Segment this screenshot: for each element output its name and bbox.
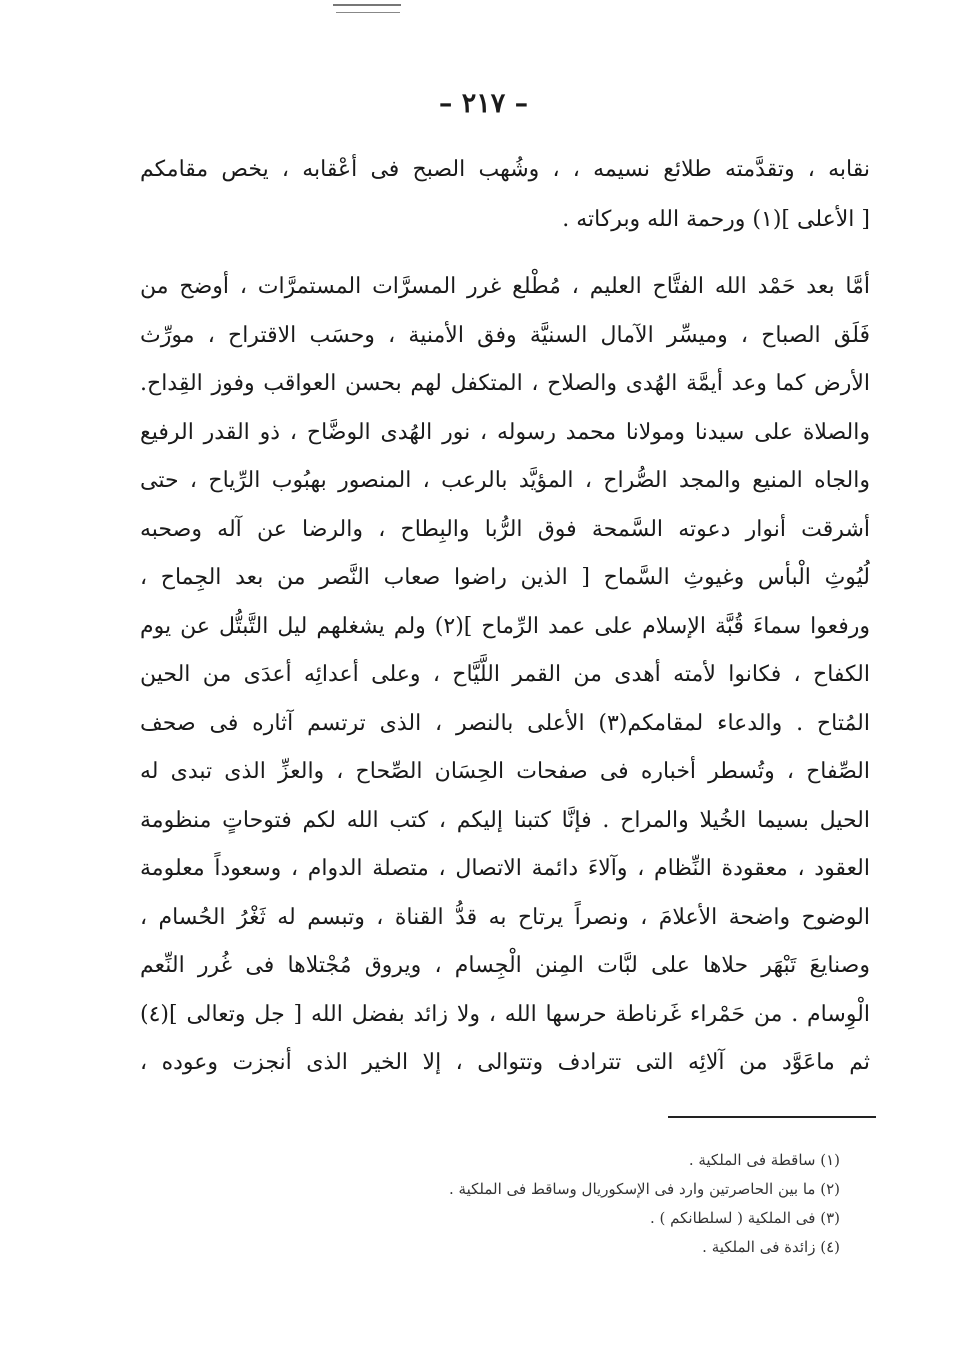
- text-line: الأرض كما وعد أيمَّة الهُدى والصلاح ، المتكفل لهم بحسن العواقب وفوز القِداح.: [140, 371, 870, 396]
- text-line: والجاه المنيع والمجد الصُّراح ، المؤيَّد بالرعب ، المنصور بهبُوب الرِّياح ، حتى: [140, 468, 870, 493]
- footnote-text: (٢) ما بين الحاصرتين وارد فى الإسكوريال وساقط فى الملكية .: [449, 1180, 840, 1198]
- text-line: أمَّا بعد حَمْد الله الفتَّاح العليم ، مُطْلع غرر المسرَّات المستمرَّات ، أوضح من: [140, 274, 870, 299]
- footnote: [170, 1204, 840, 1233]
- footnotes: [170, 1146, 840, 1262]
- footnote: [170, 1233, 840, 1262]
- text-line: فَلَق الصباح ، وميسِّر الآمال السنيَّة وفق الأمنية ، وحسَب الاقتراح ، مورِّث: [140, 322, 870, 348]
- text-line: الحيل بسيما الخُيلا والمراح . فإنَّا كتبنا إليكم ، كتب الله لكم فتوحاتٍ منظومة: [140, 807, 870, 833]
- text-line: الصِّفاح ، وتُسطر أخباره فى صفحات الحِسَان الصِّحاح ، والعزِّ الذى تبدى له: [140, 759, 870, 784]
- footnote-text: (٤) زائدة فى الملكية .: [702, 1238, 840, 1256]
- footnote-text: (١) ساقطة فى الملكية .: [688, 1151, 840, 1169]
- text-line: ورفعوا سماءَ قُبَّة الإسلام على عمد الرِّماح ](٢) ولم يشغلهم ليل التَّبتُّل عن يوم: [140, 613, 870, 639]
- text-line: وصنايعَ تَبْهَر حلاها على لبَّات المِنن الْجِسام ، ويروق مُجْتلاها فى غُرر النِّعم: [140, 953, 870, 978]
- text-line: لُيُوثِ الْبأس وغيوثِ السَّماح [ الذين راضوا صعاب النَّصر من بعد الجِماح ،: [140, 565, 870, 590]
- text-line: المُتاح . والدعاء لمقامكم(٣) الأعلى بالنصر ، الذى ترتسم آثاره فى صحف: [140, 710, 870, 736]
- text-line: ثم ماعَوَّد من آلائِه التى تترادف وتتوالى ، إلا الخير الذى أنجزت وعوده ،: [140, 1050, 870, 1075]
- text-line: والصلاة على سيدنا ومولانا محمد رسوله ، نور الهُدى الوضَّاح ، ذو القدر الرفيع: [140, 419, 870, 445]
- footnote-rule: [668, 1116, 876, 1118]
- text-line: الوضوح واضحة الأعلامَ ، ونصراً يرتاح به قدُّ القناة ، وتبسم له ثَغْرُ الحُسام ،: [140, 904, 870, 930]
- footnote: [170, 1146, 840, 1175]
- text-line: أشرقت أنوار دعوته السَّمحة فوق الرُّبا والبِطاح ، والرضا عن آله وصحبه: [140, 516, 870, 542]
- text-line: الْوِسام . من حَمْراء غَرناطة حرسها الله ، ولا زائد بفضل الله [ جل وتعالى ](٤): [140, 1001, 870, 1027]
- text-line: [ الأعلى ](١) ورحمة الله وبركاته .: [562, 206, 870, 232]
- top-rule-thin: [336, 12, 400, 13]
- text-line: نقابه ، وتقدَّمته طلائع نسيمه ، ، وشُهب الصبح فى أعْقابه ، يخص مقامكم: [140, 157, 870, 182]
- paragraph-2: [140, 263, 870, 1088]
- text-line: الكفاح ، فكانوا لأمته أهدى من القمر اللَّيَّاح ، وعلى أعدائِه أعدَى من الحين: [140, 662, 870, 687]
- footnote-text: (٣) فى الملكية ( لسلطانكم ) .: [650, 1209, 840, 1227]
- page-number: – ٢١٧ –: [438, 88, 529, 119]
- top-rule: [333, 4, 401, 6]
- footnote: [170, 1175, 840, 1204]
- paragraph-1: [140, 145, 870, 244]
- text-line: العقود ، معقودة النِّظام ، وآلاءَ دائمة الاتصال ، متصلة الدوام ، وسعوداً معلومة: [140, 856, 870, 881]
